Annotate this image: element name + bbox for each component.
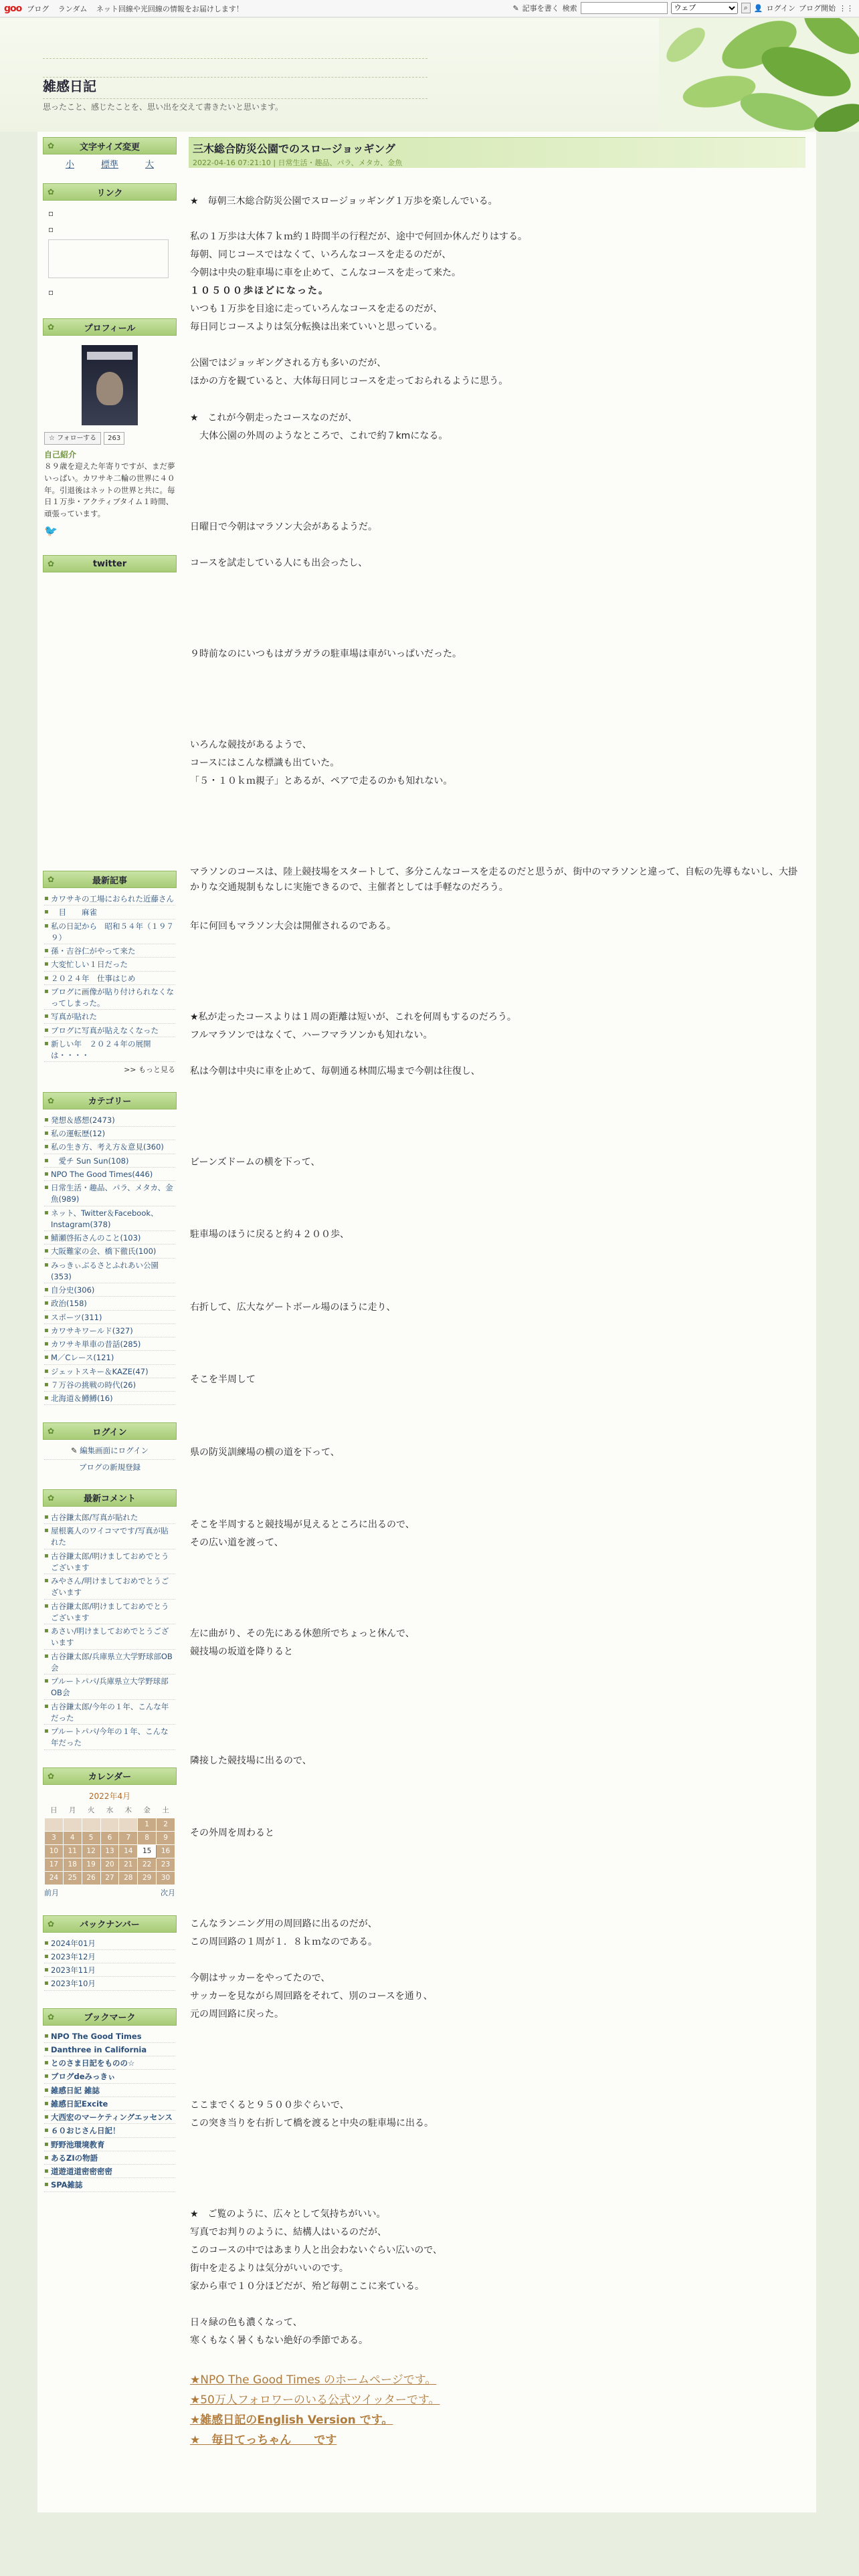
calendar-day[interactable]: 11 bbox=[63, 1845, 82, 1858]
comment-item[interactable]: ▪ 古谷鎌太郎/兵庫県立大学野球部OB会 bbox=[44, 1651, 175, 1675]
post-paragraph: 右折して、広大なゲートボール場のほうに走り、 bbox=[190, 1302, 396, 1313]
bookmark-item[interactable]: ▪ SPA雑誌 bbox=[44, 2179, 175, 2191]
calendar-day[interactable]: 1 bbox=[138, 1818, 157, 1832]
star-icon: ☆ bbox=[49, 435, 55, 442]
post-paragraph: 写真でお判りのように、結構人はいるのだが、 bbox=[190, 2227, 387, 2238]
calendar-month: 2022年4月 bbox=[88, 1791, 131, 1801]
calendar-day[interactable]: 29 bbox=[138, 1872, 157, 1885]
header-divider bbox=[43, 58, 427, 59]
broken-image-icon[interactable]: ▫ bbox=[48, 288, 54, 297]
category-item[interactable]: ▪ カワサキワールド(327) bbox=[44, 1325, 175, 1337]
post-paragraph: 日曜日で今朝はマラソン大会があるようだ。 bbox=[190, 522, 377, 532]
list-item[interactable]: ▪ 目 麻雀 bbox=[44, 907, 175, 919]
grid-menu-icon[interactable]: ⋮⋮ bbox=[839, 3, 854, 13]
write-post-link[interactable]: 記事を書く bbox=[522, 4, 559, 13]
twitter-heading: ✿ twitter bbox=[43, 555, 177, 572]
backnumber-item[interactable]: ▪ 2023年10月 bbox=[44, 1978, 175, 1990]
toolbar-link-blog[interactable]: ブログ bbox=[27, 4, 50, 13]
calendar-day[interactable]: 26 bbox=[82, 1872, 100, 1885]
toolbar-links bbox=[27, 3, 250, 14]
links-heading: ✿ リンク bbox=[43, 183, 177, 201]
post-header bbox=[189, 137, 805, 168]
npo-homepage-link[interactable]: ★NPO The Good Times のホームページです。 bbox=[190, 2373, 437, 2387]
post-paragraph: コースにはこんな標識も出ていた。 bbox=[190, 758, 340, 768]
category-item[interactable]: ▪ 私の運転歴(12) bbox=[44, 1128, 175, 1140]
pencil-icon: ✎ bbox=[70, 1446, 78, 1456]
calendar-day[interactable]: 17 bbox=[45, 1858, 64, 1872]
follow-button[interactable]: ☆ フォローする bbox=[44, 432, 101, 445]
post-paragraph: 寒くもなく暑くもない絶好の季節である。 bbox=[190, 2335, 368, 2346]
backnumber-item[interactable]: ▪ 2024年01月 bbox=[44, 1938, 175, 1950]
post-paragraph: 元の周回路に戻った。 bbox=[190, 2009, 284, 2020]
edit-login-link[interactable]: 編集画面にログイン bbox=[80, 1446, 149, 1456]
comment-item[interactable]: ▪ 屋根裏人のワイコマです/写真が貼れた bbox=[44, 1525, 175, 1549]
post-paragraph: 今朝は中央の駐車場に車を止めて、こんなコースを走って来た。 bbox=[190, 267, 462, 278]
calendar-day[interactable]: 15 bbox=[138, 1845, 157, 1858]
calendar-day[interactable]: 16 bbox=[157, 1845, 175, 1858]
calendar-day[interactable]: 27 bbox=[100, 1872, 119, 1885]
search-input[interactable] bbox=[581, 2, 668, 14]
new-blog-link[interactable]: ブログの新規登録 bbox=[79, 1462, 140, 1472]
calendar-day[interactable]: 7 bbox=[119, 1832, 138, 1845]
backnumber-item[interactable]: ▪ 2023年11月 bbox=[44, 1965, 175, 1977]
comment-item[interactable]: ▪ 古谷鎌太郎/明けましておめでとうございます bbox=[44, 1601, 175, 1625]
profile-box bbox=[43, 318, 177, 544]
category-item[interactable]: ▪ 愛チ Sun Sun(108) bbox=[44, 1156, 175, 1168]
goo-logo[interactable]: goo bbox=[4, 3, 22, 14]
post-paragraph: こんなランニング用の周回路に出るのだが、 bbox=[190, 1919, 377, 1929]
post-paragraph: 年に何回もマラソン大会は開催されるのである。 bbox=[190, 921, 396, 932]
weekday: 水 bbox=[106, 1806, 114, 1815]
calendar-day[interactable]: 25 bbox=[63, 1872, 82, 1885]
toolbar-right bbox=[512, 2, 854, 14]
sidebar bbox=[43, 137, 177, 2210]
post-paragraph: その広い道を渡って、 bbox=[190, 1537, 284, 1548]
post-paragraph: いろんな競技があるようで、 bbox=[190, 740, 312, 750]
toolbar-link-random[interactable]: ランダム bbox=[58, 4, 88, 13]
search-scope-select[interactable] bbox=[671, 2, 738, 14]
calendar-day[interactable]: 20 bbox=[100, 1858, 119, 1872]
english-version-link[interactable]: ★雑感日記のEnglish Version です。 bbox=[190, 2413, 393, 2427]
post-paragraph: 私は今朝は中央に車を止めて、毎朝通る林間広場まで今朝は往復し、 bbox=[190, 1066, 480, 1077]
calendar-day[interactable]: 8 bbox=[138, 1832, 157, 1845]
category-item[interactable]: ▪ 北海道＆鱒鱒(16) bbox=[44, 1393, 175, 1405]
comment-item[interactable]: ▪ プルートパパ/兵庫県立大学野球部OB会 bbox=[44, 1676, 175, 1700]
calendar-day[interactable]: 10 bbox=[45, 1845, 64, 1858]
blog-description: 思ったこと、感じたことを、思い出を交えて書きたいと思います。 bbox=[43, 102, 284, 112]
user-icon: 👤 bbox=[753, 3, 763, 13]
category-item[interactable]: ▪ ７万谷の挑戦の時代(26) bbox=[44, 1380, 175, 1392]
calendar-day[interactable]: 2 bbox=[157, 1818, 175, 1832]
broken-image-icon[interactable]: ▫ bbox=[48, 225, 54, 234]
category-item[interactable]: ▪ 発想＆感想(2473) bbox=[44, 1115, 175, 1127]
list-item[interactable]: ▪ ブログに写真が貼えなくなった bbox=[44, 1025, 175, 1037]
bookmark-item[interactable]: ▪ ブログdeみっきぃ bbox=[44, 2071, 175, 2083]
calendar-day[interactable]: 9 bbox=[157, 1832, 175, 1845]
weekday: 日 bbox=[50, 1806, 58, 1815]
calendar-day[interactable]: 12 bbox=[82, 1845, 100, 1858]
calendar-empty bbox=[119, 1818, 138, 1832]
weekday: 木 bbox=[124, 1806, 132, 1815]
post-title[interactable]: 三木総合防災公園でのスロージョッギング bbox=[193, 142, 395, 155]
follow-count: 263 bbox=[104, 432, 124, 445]
weekday: 土 bbox=[162, 1806, 169, 1815]
comment-item[interactable]: ▪ あさい/明けましておめでとうございます bbox=[44, 1626, 175, 1650]
page-footer-band bbox=[0, 2512, 859, 2576]
post-paragraph: ★私が走ったコースよりは１周の距離は短いが、これを何周もするのだろう。 bbox=[190, 1012, 516, 1023]
post-paragraph: 左に曲がり、その先にある休憩所でちょっと休んで、 bbox=[190, 1628, 415, 1639]
calendar-day[interactable]: 6 bbox=[100, 1832, 119, 1845]
comment-item[interactable]: ▪ 古谷鎌太郎/明けましておめでとうございます bbox=[44, 1551, 175, 1575]
backnumber-list bbox=[43, 1933, 177, 1998]
recent-posts-list bbox=[43, 888, 177, 1081]
categories-heading: ✿ カテゴリー bbox=[43, 1092, 177, 1109]
post-paragraph: ★ 毎朝三木総合防災公園でスロージョッギング１万歩を楽しんでいる。 bbox=[190, 196, 498, 207]
category-item[interactable]: ▪ みっきぃぶるさとふれあい公園(353) bbox=[44, 1260, 175, 1284]
text-size-large[interactable]: 大 bbox=[145, 160, 154, 170]
post-paragraph: ビーンズドームの横を下って、 bbox=[190, 1157, 320, 1168]
category-item[interactable]: ▪ 日常生活・趣品、パラ、メタカ、金魚(989) bbox=[44, 1182, 175, 1206]
intro-text: ８９歳を迎えた年寄りですが、まだ夢いっぱい。カワサキ二輪の世界に４０年。引退後はネットの世界と共に。毎日１万歩・アクティブタイム１時間、頑張っています。 bbox=[44, 461, 175, 519]
main-content bbox=[189, 137, 805, 168]
calendar-next-link[interactable]: 次月 bbox=[161, 1889, 175, 1898]
weekday: 金 bbox=[143, 1806, 151, 1815]
bookmark-item[interactable]: ▪ 道遊道道密密密密 bbox=[44, 2166, 175, 2178]
daily-tetchan-link[interactable]: ★ 毎日てっちゃん です bbox=[190, 2434, 337, 2447]
bookmark-item[interactable]: ▪ Danthree in California bbox=[44, 2044, 175, 2056]
more-posts-link[interactable]: >> もっと見る bbox=[124, 1065, 175, 1075]
backnumber-heading: ✿ バックナンバー bbox=[43, 1915, 177, 1933]
calendar-day[interactable]: 22 bbox=[138, 1858, 157, 1872]
weekday: 月 bbox=[69, 1806, 76, 1815]
calendar-day[interactable]: 18 bbox=[63, 1858, 82, 1872]
post-meta: 2022-04-16 07:21:10 | 日常生活・趣品、パラ、メタカ、金魚 bbox=[193, 158, 403, 167]
recent-comments-list bbox=[43, 1507, 177, 1757]
category-item[interactable]: ▪ 大阪難家の会、橋下徹氏(100) bbox=[44, 1246, 175, 1258]
link-banner-placeholder[interactable] bbox=[48, 239, 169, 278]
recent-comments-box bbox=[43, 1489, 177, 1757]
post-paragraph: 毎日同じコースよりは気分転換は出来ていいと思っている。 bbox=[190, 322, 443, 332]
calendar-heading: ✿ カレンダー bbox=[43, 1767, 177, 1785]
twitter-bird-icon[interactable]: 🐦 bbox=[44, 524, 58, 538]
calendar-day[interactable]: 5 bbox=[82, 1832, 100, 1845]
bookmark-item[interactable]: ▪ 雑感日記 雑誌 bbox=[44, 2085, 175, 2097]
post-paragraph: 大体公園の外周のようなところで、これで約７kmになる。 bbox=[190, 431, 448, 441]
calendar-day[interactable]: 21 bbox=[119, 1858, 138, 1872]
bookmark-item[interactable]: ▪ とのさま日記をものの☆ bbox=[44, 2058, 175, 2070]
calendar-day[interactable]: 28 bbox=[119, 1872, 138, 1885]
calendar-day[interactable]: 13 bbox=[100, 1845, 119, 1858]
recent-comments-heading: ✿ 最新コメント bbox=[43, 1489, 177, 1507]
bookmark-item[interactable]: ▪ 大西宏のマーケティングエッセンス bbox=[44, 2112, 175, 2124]
bookmark-item[interactable]: ▪ あるZIの物語 bbox=[44, 2153, 175, 2165]
post-paragraph: この突き当りを右折して橋を渡ると中央の駐車場に出る。 bbox=[190, 2118, 434, 2129]
calendar-empty bbox=[45, 1818, 64, 1832]
post-paragraph: そこを半周して bbox=[190, 1374, 256, 1385]
category-item[interactable]: ▪ ジェットスキー＆KAZE(47) bbox=[44, 1366, 175, 1378]
category-item[interactable]: ▪ ネット、Twitter＆Facebook、Instagram(378) bbox=[44, 1208, 175, 1232]
post-paragraph: 日々緑の色も濃くなって、 bbox=[190, 2317, 302, 2328]
comment-item[interactable]: ▪ プルートパパ/今年の１年、こんな年だった bbox=[44, 1726, 175, 1750]
post-paragraph: そこを半周すると競技場が見えるところに出るので、 bbox=[190, 1519, 415, 1530]
leaves-header-image bbox=[659, 18, 859, 132]
bookmark-item[interactable]: ▪ ６０おじさん日記！ bbox=[44, 2125, 175, 2137]
calendar-day[interactable]: 30 bbox=[157, 1872, 175, 1885]
recent-posts-box bbox=[43, 871, 177, 1081]
recent-posts-heading: ✿ 最新記事 bbox=[43, 871, 177, 888]
post-paragraph: 「５・１０ｋｍ親子」とあるが、ペアで走るのかも知れない。 bbox=[190, 776, 453, 786]
list-item[interactable]: ▪ カワサキの工場におられた近藤さん bbox=[44, 893, 175, 905]
text-size-box bbox=[43, 137, 177, 173]
goo-toolbar bbox=[0, 0, 859, 17]
comment-item[interactable]: ▪ 古谷鎌太郎/写真が貼れた bbox=[44, 1512, 175, 1524]
list-item[interactable]: ▪ 写真が貼れた bbox=[44, 1011, 175, 1023]
post-paragraph: 家から車で１０分ほどだが、殆ど毎朝ここに来ている。 bbox=[190, 2281, 424, 2292]
toolbar-link-ad[interactable]: ネット回線や光回線の情報をお届けします！ bbox=[96, 4, 244, 13]
list-item[interactable]: ▪ ２０２４年 仕事はじめ bbox=[44, 973, 175, 985]
login-heading: ✿ ログイン bbox=[43, 1422, 177, 1440]
profile-book-image[interactable] bbox=[82, 345, 138, 425]
post-paragraph: この周回路の１周が１．８ｋｍなのである。 bbox=[190, 1937, 377, 1947]
calendar-prev-link[interactable]: 前月 bbox=[44, 1889, 59, 1898]
post-paragraph: 競技場の坂道を降りると bbox=[190, 1646, 293, 1657]
comment-item[interactable]: ▪ 古谷鎌太郎/今年の１年、こんな年だった bbox=[44, 1701, 175, 1725]
post-paragraph: １０５００歩ほどになった。 bbox=[190, 286, 329, 296]
text-size-normal[interactable]: 標準 bbox=[100, 160, 118, 170]
login-box bbox=[43, 1422, 177, 1479]
comment-item[interactable]: ▪ みやさん/明けましておめでとうございます bbox=[44, 1576, 175, 1600]
calendar-day[interactable]: 14 bbox=[119, 1845, 138, 1858]
bookmark-item[interactable]: ▪ 雑感日記Excite bbox=[44, 2099, 175, 2111]
bookmark-item[interactable]: ▪ NPO The Good Times bbox=[44, 2031, 175, 2043]
post-paragraph: 県の防災訓練場の横の道を下って、 bbox=[190, 1447, 340, 1458]
intro-heading: 自己紹介 bbox=[44, 450, 77, 459]
calendar-empty bbox=[63, 1818, 82, 1832]
weekday: 火 bbox=[87, 1806, 95, 1815]
broken-image-icon[interactable]: ▫ bbox=[48, 209, 54, 218]
calendar-empty bbox=[100, 1818, 119, 1832]
category-item[interactable]: ▪ 政治(158) bbox=[44, 1298, 175, 1310]
post-paragraph: 公園ではジョッギングされる方も多いのだが、 bbox=[190, 358, 387, 368]
links-box bbox=[43, 183, 177, 308]
text-size-small[interactable]: 小 bbox=[65, 160, 74, 170]
post-paragraph: ここまでくると９５００歩ぐらいで、 bbox=[190, 2100, 349, 2111]
category-item[interactable]: ▪ スポーツ(311) bbox=[44, 1312, 175, 1324]
blog-start-link[interactable]: ブログ開始 bbox=[799, 4, 836, 13]
post-paragraph: マラソンのコースは、陸上競技場をスタートして、多分こんなコースを走るのだと思うが、街中のマラソンと違って、自転の先導もないし、大掛かりな交通規制もなしに実施できるので、主催者としては手軽なのだろう。 bbox=[190, 867, 798, 893]
bookmark-item[interactable]: ▪ 野野池環境教育 bbox=[44, 2139, 175, 2151]
post-paragraph: コースを試走している人にも出会ったし、 bbox=[190, 558, 368, 568]
post-paragraph: フルマラソンではなくて、ハーフマラソンかも知れない。 bbox=[190, 1030, 433, 1041]
bookmark-box bbox=[43, 2008, 177, 2199]
calendar-empty bbox=[82, 1818, 100, 1832]
categories-list bbox=[43, 1109, 177, 1412]
post-paragraph: 私の１万歩は大体７ｋｍ約１時間半の行程だが、途中で何回か休んだりはする。 bbox=[190, 231, 527, 242]
post-paragraph: その外周を周わると bbox=[190, 1828, 274, 1838]
backnumber-box bbox=[43, 1915, 177, 1998]
post-paragraph: ★ これが今朝走ったコースなのだが、 bbox=[190, 413, 357, 423]
list-item[interactable]: ▪ ブログに画像が貼り付けられなくなってしまった。 bbox=[44, 986, 175, 1010]
post-paragraph: サッカーを見ながら周回路をそれて、別のコースを通り、 bbox=[190, 1991, 433, 2002]
profile-heading: ✿ プロフィール bbox=[43, 318, 177, 336]
category-item[interactable]: ▪ 自分史(306) bbox=[44, 1285, 175, 1297]
post-paragraph: ★ ご覧のように、広々として気持ちがいい。 bbox=[190, 2209, 386, 2220]
post-paragraph: 駐車場のほうに戻ると約４２００歩、 bbox=[190, 1229, 349, 1240]
list-item[interactable]: ▪ 新しい年 ２０２４年の展開は・・・・ bbox=[44, 1039, 175, 1063]
post-paragraph: いつも１万歩を目途に走っていろんなコースを走るのだが、 bbox=[190, 304, 443, 314]
post-paragraph: ほかの方を観ていると、大体毎日同じコースを走っておられるように思う。 bbox=[190, 376, 508, 387]
backnumber-item[interactable]: ▪ 2023年12月 bbox=[44, 1951, 175, 1963]
category-item[interactable]: ▪ 鯖瀬啓拓さんのこと(103) bbox=[44, 1232, 175, 1245]
calendar-day[interactable]: 3 bbox=[45, 1832, 64, 1845]
calendar-grid bbox=[44, 1805, 175, 1886]
header-divider bbox=[43, 98, 427, 99]
category-item[interactable]: ▪ M／Cレース(121) bbox=[44, 1352, 175, 1364]
calendar-day[interactable]: 4 bbox=[63, 1832, 82, 1845]
calendar-day[interactable]: 24 bbox=[45, 1872, 64, 1885]
search-label: 検索 bbox=[562, 4, 577, 13]
search-button[interactable]: ⌕ bbox=[741, 3, 751, 13]
header-divider bbox=[43, 77, 427, 78]
post-paragraph: 今朝はサッカーをやってたので、 bbox=[190, 1973, 330, 1983]
text-size-heading: ✿ 文字サイズ変更 bbox=[43, 137, 177, 154]
list-item[interactable]: ▪ 私の日記から 昭和５４年（１９７９） bbox=[44, 921, 175, 945]
twitter-box bbox=[43, 555, 177, 860]
calendar-box bbox=[43, 1767, 177, 1905]
post-paragraph: ９時前なのにいつもはガラガラの駐車場は車がいっぱいだった。 bbox=[190, 649, 462, 659]
category-item[interactable]: ▪ カワサキ単車の昔話(285) bbox=[44, 1339, 175, 1351]
list-item[interactable]: ▪ 大変忙しい１日だった bbox=[44, 959, 175, 971]
post-paragraph: 隣接した競技場に出るので、 bbox=[190, 1755, 312, 1766]
blog-title[interactable]: 雑感日記 bbox=[43, 78, 96, 94]
bookmark-heading: ✿ ブックマーク bbox=[43, 2008, 177, 2026]
bookmark-list bbox=[43, 2026, 177, 2199]
post-paragraph: 街中を走るよりは気分がいいのです。 bbox=[190, 2263, 349, 2274]
categories-box bbox=[43, 1092, 177, 1412]
login-link[interactable]: ログイン bbox=[766, 4, 795, 13]
calendar-day[interactable]: 23 bbox=[157, 1858, 175, 1872]
calendar-day[interactable]: 19 bbox=[82, 1858, 100, 1872]
category-item[interactable]: ▪ NPO The Good Times(446) bbox=[44, 1169, 175, 1181]
category-item[interactable]: ▪ 私の生き方、考え方＆意見(360) bbox=[44, 1142, 175, 1154]
list-item[interactable]: ▪ 孫・吉谷仁がやって来た bbox=[44, 946, 175, 958]
pencil-icon: ✎ bbox=[512, 3, 519, 13]
post-paragraph: このコースの中ではあまり人と出会わないぐらい広いので、 bbox=[190, 2245, 443, 2256]
official-twitter-link[interactable]: ★50万人フォロワーのいる公式ツイッターです。 bbox=[190, 2393, 440, 2407]
post-paragraph: 毎朝、同じコースではなくて、いろんなコースを走るのだが、 bbox=[190, 249, 452, 260]
